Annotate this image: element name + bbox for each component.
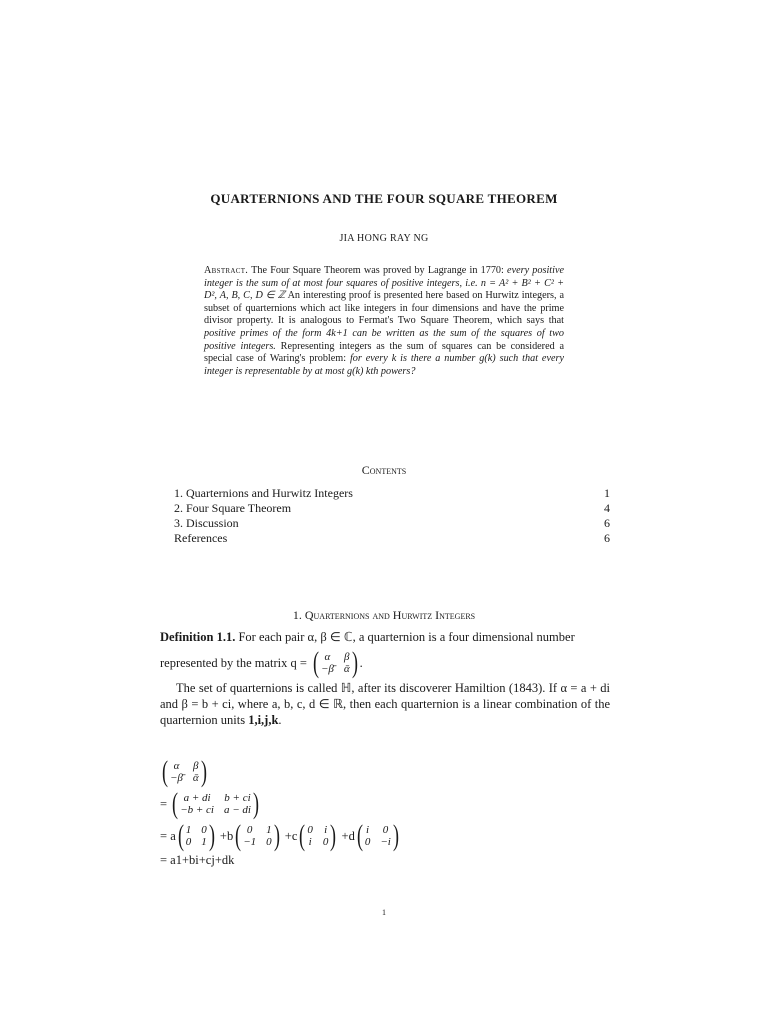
paragraph-quarternion-set: The set of quarternions is called ℍ, after its discoverer Hamiltion (1843). If α = a + di and β = b + ci, where a, b, c, d ∈ ℝ, then each quarternion is a linear combination of the quarternion units 1,i,j,k. (160, 681, 610, 727)
abstract-text-3: Representing integers as the sum of squares can be considered a special case of Waring's problem: (204, 340, 565, 365)
matrix-cell: 1 (266, 824, 272, 836)
matrix-cell: −1 (243, 836, 257, 848)
abstract-formula: n = A² + B² + C² + D², A, B, C, D ∈ ℤ (204, 277, 565, 302)
equation-line (160, 852, 610, 868)
abstract (204, 265, 564, 378)
toc-item-page: 1 (604, 486, 610, 500)
matrix-cell: ᾱ (192, 772, 199, 784)
definition-line-2: represented by the matrix q = ( α β −β̄ ᾱ ) . (160, 646, 363, 679)
paper-title: QUARTERNIONS AND THE FOUR SQUARE THEOREM (210, 191, 558, 206)
matrix-cell: −β̄ (170, 772, 183, 784)
definition-text-2: represented by the matrix q = (160, 656, 307, 670)
matrix-expanded: ( a + di b + ci −b + ci a − di ) (172, 787, 259, 820)
final-line: = a1+bi+cj+dk (160, 852, 235, 867)
matrix-cell: −β̄ (320, 663, 334, 675)
abstract-italic-3: for every k is there a number g(k) such that every integer is representable by at most g(k) kth powers? (204, 353, 564, 377)
unit-matrix-1: ( 1 0 0 1 ) (177, 819, 215, 852)
unit-matrix-i: ( 0 1 −1 0 ) (235, 819, 280, 852)
matrix-cell: α (324, 651, 331, 663)
matrix-cell: 0 (364, 836, 371, 848)
toc-item[interactable] (174, 531, 610, 546)
matrix-cell: 0 (307, 824, 313, 836)
toc-item-label: References (174, 531, 228, 545)
matrix-cell: −i (380, 836, 391, 848)
matrix-cell: β (193, 760, 199, 772)
paragraph-text: The set of quarternions is called ℍ, after its discoverer Hamiltion (1843). If α = a + di and β = b + ci, where a, b, c, d ∈ ℝ, then each quarternion is a linear combination of the quarternion units (160, 681, 610, 727)
contents-heading: Contents (361, 463, 407, 477)
matrix-cell: 0 (266, 836, 272, 848)
matrix-cell: a + di (183, 792, 211, 804)
coefficient: b (226, 828, 234, 843)
matrix-q: ( α β −β̄ ᾱ ) (312, 646, 358, 679)
section-heading-text: 1. Quarternions and Hurwitz Integers (292, 608, 476, 622)
equation-line: = a ( 1 0 0 1 ) + b ( 0 1 −1 0 ) + c ( 0 i i 0 ) + d ( i 0 0 −i ) (160, 819, 399, 852)
toc-item[interactable] (174, 516, 610, 531)
matrix-cell: 0 (322, 836, 329, 848)
toc-item[interactable] (174, 501, 610, 516)
toc-item-page: 6 (604, 516, 610, 530)
abstract-italic-1: every positive integer is the sum of at most four squares of positive integers, i.e. (204, 265, 564, 289)
matrix-cell: i (366, 824, 370, 836)
author-name: JIA HONG RAY NG (339, 233, 429, 244)
definition (160, 629, 610, 645)
matrix-q-repeat: ( α β −β̄ ᾱ ) (162, 755, 207, 788)
unit-matrix-k: ( i 0 0 −i ) (356, 819, 399, 852)
definition-text: For each pair α, β ∈ ℂ, a quarternion is a four dimensional number (238, 630, 575, 644)
matrix-cell: ᾱ (343, 663, 350, 675)
coefficient: c (291, 828, 298, 843)
toc-item-page: 4 (604, 501, 610, 515)
matrix-cell: 1 (201, 836, 207, 848)
equation-line (160, 756, 610, 788)
matrix-cell: 0 (201, 824, 207, 836)
matrix-cell: 1 (185, 824, 192, 836)
matrix-cell: −b + ci (180, 804, 214, 816)
toc-item-page: 6 (604, 531, 610, 545)
matrix-cell: i (308, 836, 312, 848)
matrix-cell: 0 (185, 836, 192, 848)
matrix-cell: b + ci (224, 792, 251, 804)
matrix-cell: 0 (382, 824, 389, 836)
coefficient: d (348, 828, 355, 843)
toc-item-label: 2. Four Square Theorem (174, 501, 292, 515)
quarternion-units: 1,i,j,k (248, 713, 279, 727)
matrix-cell: α (173, 760, 180, 772)
matrix-cell: a − di (223, 804, 251, 816)
equation-line: = ( a + di b + ci −b + ci a − di ) (160, 787, 259, 820)
abstract-label: Abstract. (204, 265, 249, 276)
matrix-cell: β (343, 651, 350, 663)
table-of-contents (174, 486, 610, 546)
section-heading (0, 608, 768, 623)
matrix-cell: 0 (246, 824, 253, 836)
definition-label: Definition 1.1. (160, 630, 236, 644)
abstract-text-1: The Four Square Theorem was proved by Lagrange in 1770: (251, 265, 504, 276)
page-number: 1 (382, 908, 386, 917)
abstract-text-2: An interesting proof is presented here based on Hurwitz integers, a subset of quarternions which act like integers in four dimensions and have the prime divisor property. It is analogous to Fermat's Two Square Theorem, which says that (204, 290, 565, 327)
equation-block (160, 756, 610, 868)
matrix-cell: i (324, 824, 328, 836)
toc-item[interactable] (174, 486, 610, 501)
coefficient: a (170, 828, 176, 843)
toc-item-label: 3. Discussion (174, 516, 239, 530)
toc-item-label: 1. Quarternions and Hurwitz Integers (174, 486, 353, 500)
abstract-italic-2: positive primes of the form 4k+1 can be written as the sum of the squares of two positive integers. (204, 327, 564, 352)
unit-matrix-j: ( 0 i i 0 ) (299, 819, 337, 852)
